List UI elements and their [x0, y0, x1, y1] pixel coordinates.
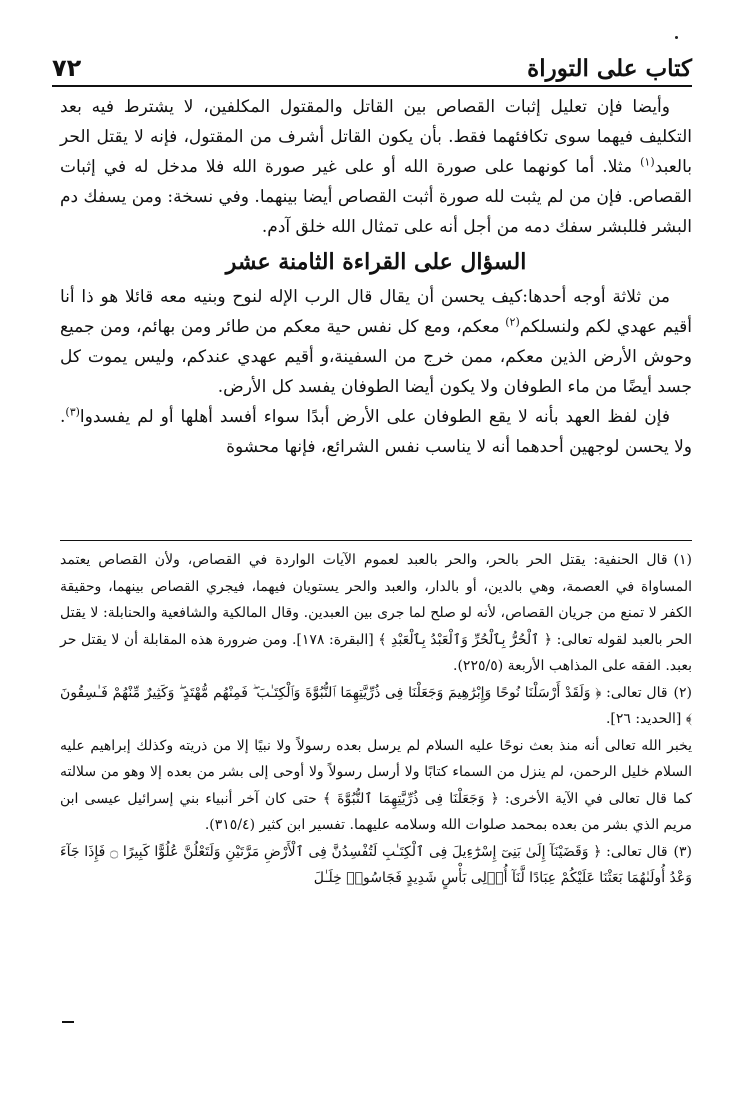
footnote-separator [60, 540, 692, 541]
paragraph-2-part-b: معكم، ومع كل نفس حية معكم من طائر ومن بهائم، ومن جميع وحوش الأرض الذين معكم، ممن خرج من السفينة،و أقيم عهدي عندكم، وليس يموت كل جسد أيضًا من ماء الطوفان ولا يكون أيضا الطوفان يفسد كل الأرض. [60, 317, 692, 397]
page-header [52, 50, 692, 82]
footnote-3-number: (٣) [673, 843, 692, 860]
paragraph-3-part-a: فإن لفظ العهد بأنه لا يقع الطوفان على الأرض أبدًا سواء أفسد أهلها أو لم يفسدوا [79, 407, 670, 427]
page-number: ٧٢ [52, 54, 82, 82]
footnote-ref-1[interactable]: (١) [640, 155, 655, 169]
section-heading: السؤال على القراءة الثامنة عشر [225, 249, 527, 275]
footnote-2 [60, 680, 692, 733]
continuation-mark [62, 1021, 74, 1023]
paragraph-3 [60, 402, 692, 462]
paragraph-1-part-a: وأيضا فإن تعليل إثبات القصاص بين القاتل والمقتول المكلفين، لا يشترط فيه بعد التكليف فيهما سوى تكافئهما فقط. بأن يكون القاتل أشرف من المقتول، فإنه لا يقتل الحر بالعبد [60, 97, 692, 177]
footnote-ref-2[interactable]: (٢) [505, 315, 520, 329]
footnote-ref-3[interactable]: (٣) [65, 405, 80, 419]
header-rule [52, 85, 692, 87]
main-text [60, 92, 692, 462]
footnote-2-text: قال تعالى: ﴿ وَلَقَدْ أَرْسَلْنَا نُوحًا وَإِبْرَٰهِيمَ وَجَعَلْنَا فِى ذُرِّيَّتِهِمَا ٱلنُّبُوَّةَ وَٱلْكِتَـٰبَ ۖ فَمِنْهُم مُّهْتَدٍ ۖ وَكَثِيرٌ مِّنْهُمْ فَـٰسِقُونَ ﴾ [الحديد: ٢٦]. [60, 684, 692, 727]
footnote-1-number: (١) [673, 552, 692, 568]
paragraph-2-part-a: من ثلاثة أوجه أحدها:كيف يحسن أن يقال قال الرب الإله لنوح وبنيه معه قائلا هو ذا أنا أقيم عهدي لكم ولنسلكم [60, 287, 692, 337]
paragraph-1-part-b: مثلا. أما كونهما على صورة الله أو على غير صورة الله فلا مدخل له في إثبات القصاص. فإن من لم يثبت لله صورة أثبت القصاص أيضا بينهما. وفي نسخة: ومن يسفك دم البشر فللبشر سفك دمه من أجل أنه على تمثال الله خلق آدم. [60, 157, 692, 237]
footnote-2-number: (٢) [673, 684, 692, 701]
footnotes [60, 547, 692, 892]
running-title: كتاب على التوراة [527, 55, 692, 82]
scan-dot [675, 36, 678, 39]
footnote-3 [60, 839, 692, 892]
footnote-2-continuation: يخبر الله تعالى أنه منذ بعث نوحًا عليه السلام لم يرسل بعده رسولاً ولا نبيًا إلا من ذريته وكذلك إبراهيم عليه السلام خليل الرحمن، لم ينزل من السماء كتابًا ولا أرسل رسولاً ولا أوحى إلى بشر من بعده إلا وهو من سلالته كما قال تعالى في الآية الأخرى: ﴿ وَجَعَلْنَا فِى ذُرِّيَّتِهِمَا ٱلنُّبُوَّةَ ﴾ حتى كان آخر أنبياء بني إسرائيل عيسى ابن مريم الذي بشر من بعده بمحمد صلوات الله وسلامه عليهما. تفسير ابن كثير (٣١٥/٤). [60, 737, 692, 833]
paragraph-3-part-b: . ولا يحسن لوجهين أحدهما أنه لا يناسب نفس الشرائع، فإنها محشوة [60, 407, 692, 457]
paragraph-1 [60, 92, 692, 242]
footnote-1 [60, 547, 692, 680]
footnote-3-text: قال تعالى: ﴿ وَقَضَيْنَآ إِلَىٰ بَنِىٓ إِسْرَٰٓءِيلَ فِى ٱلْكِتَـٰبِ لَتُفْسِدُنَّ فِى ٱلْأَرْضِ مَرَّتَيْنِ وَلَتَعْلُنَّ عُلُوًّا كَبِيرًا ۝ فَإِذَا جَآءَ وَعْدُ أُولَىٰهُمَا بَعَثْنَا عَلَيْكُمْ عِبَادًا لَّنَآ أُو۟لِى بَأْسٍ شَدِيدٍ فَجَاسُوا۟ خِلَـٰلَ [60, 843, 692, 886]
paragraph-2 [60, 282, 692, 402]
footnote-1-text: قال الحنفية: يقتل الحر بالحر، والحر بالعبد لعموم الآيات الواردة في القصاص، ولأن القصاص يعتمد المساواة في العصمة، وهي بالدين، أو بالدار، والعبد والحر يستويان فيهما، فيجري القصاص بينهما، وحقيقة الكفر لا تمنع من جريان القصاص، لأنه لو صلح لما جرى بين العبدين. وقال المالكية والشافعية والحنابلة: لا يقتل الحر بالعبد لقوله تعالى: ﴿ ٱلْحُرُّ بِٱلْحُرِّ وَٱلْعَبْدُ بِٱلْعَبْدِ ﴾ [البقرة: ١٧٨]. ومن ضرورة هذه المقابلة أن لا يقتل حر بعبد. الفقه على المذاهب الأربعة (٢٢٥/٥). [60, 552, 692, 674]
